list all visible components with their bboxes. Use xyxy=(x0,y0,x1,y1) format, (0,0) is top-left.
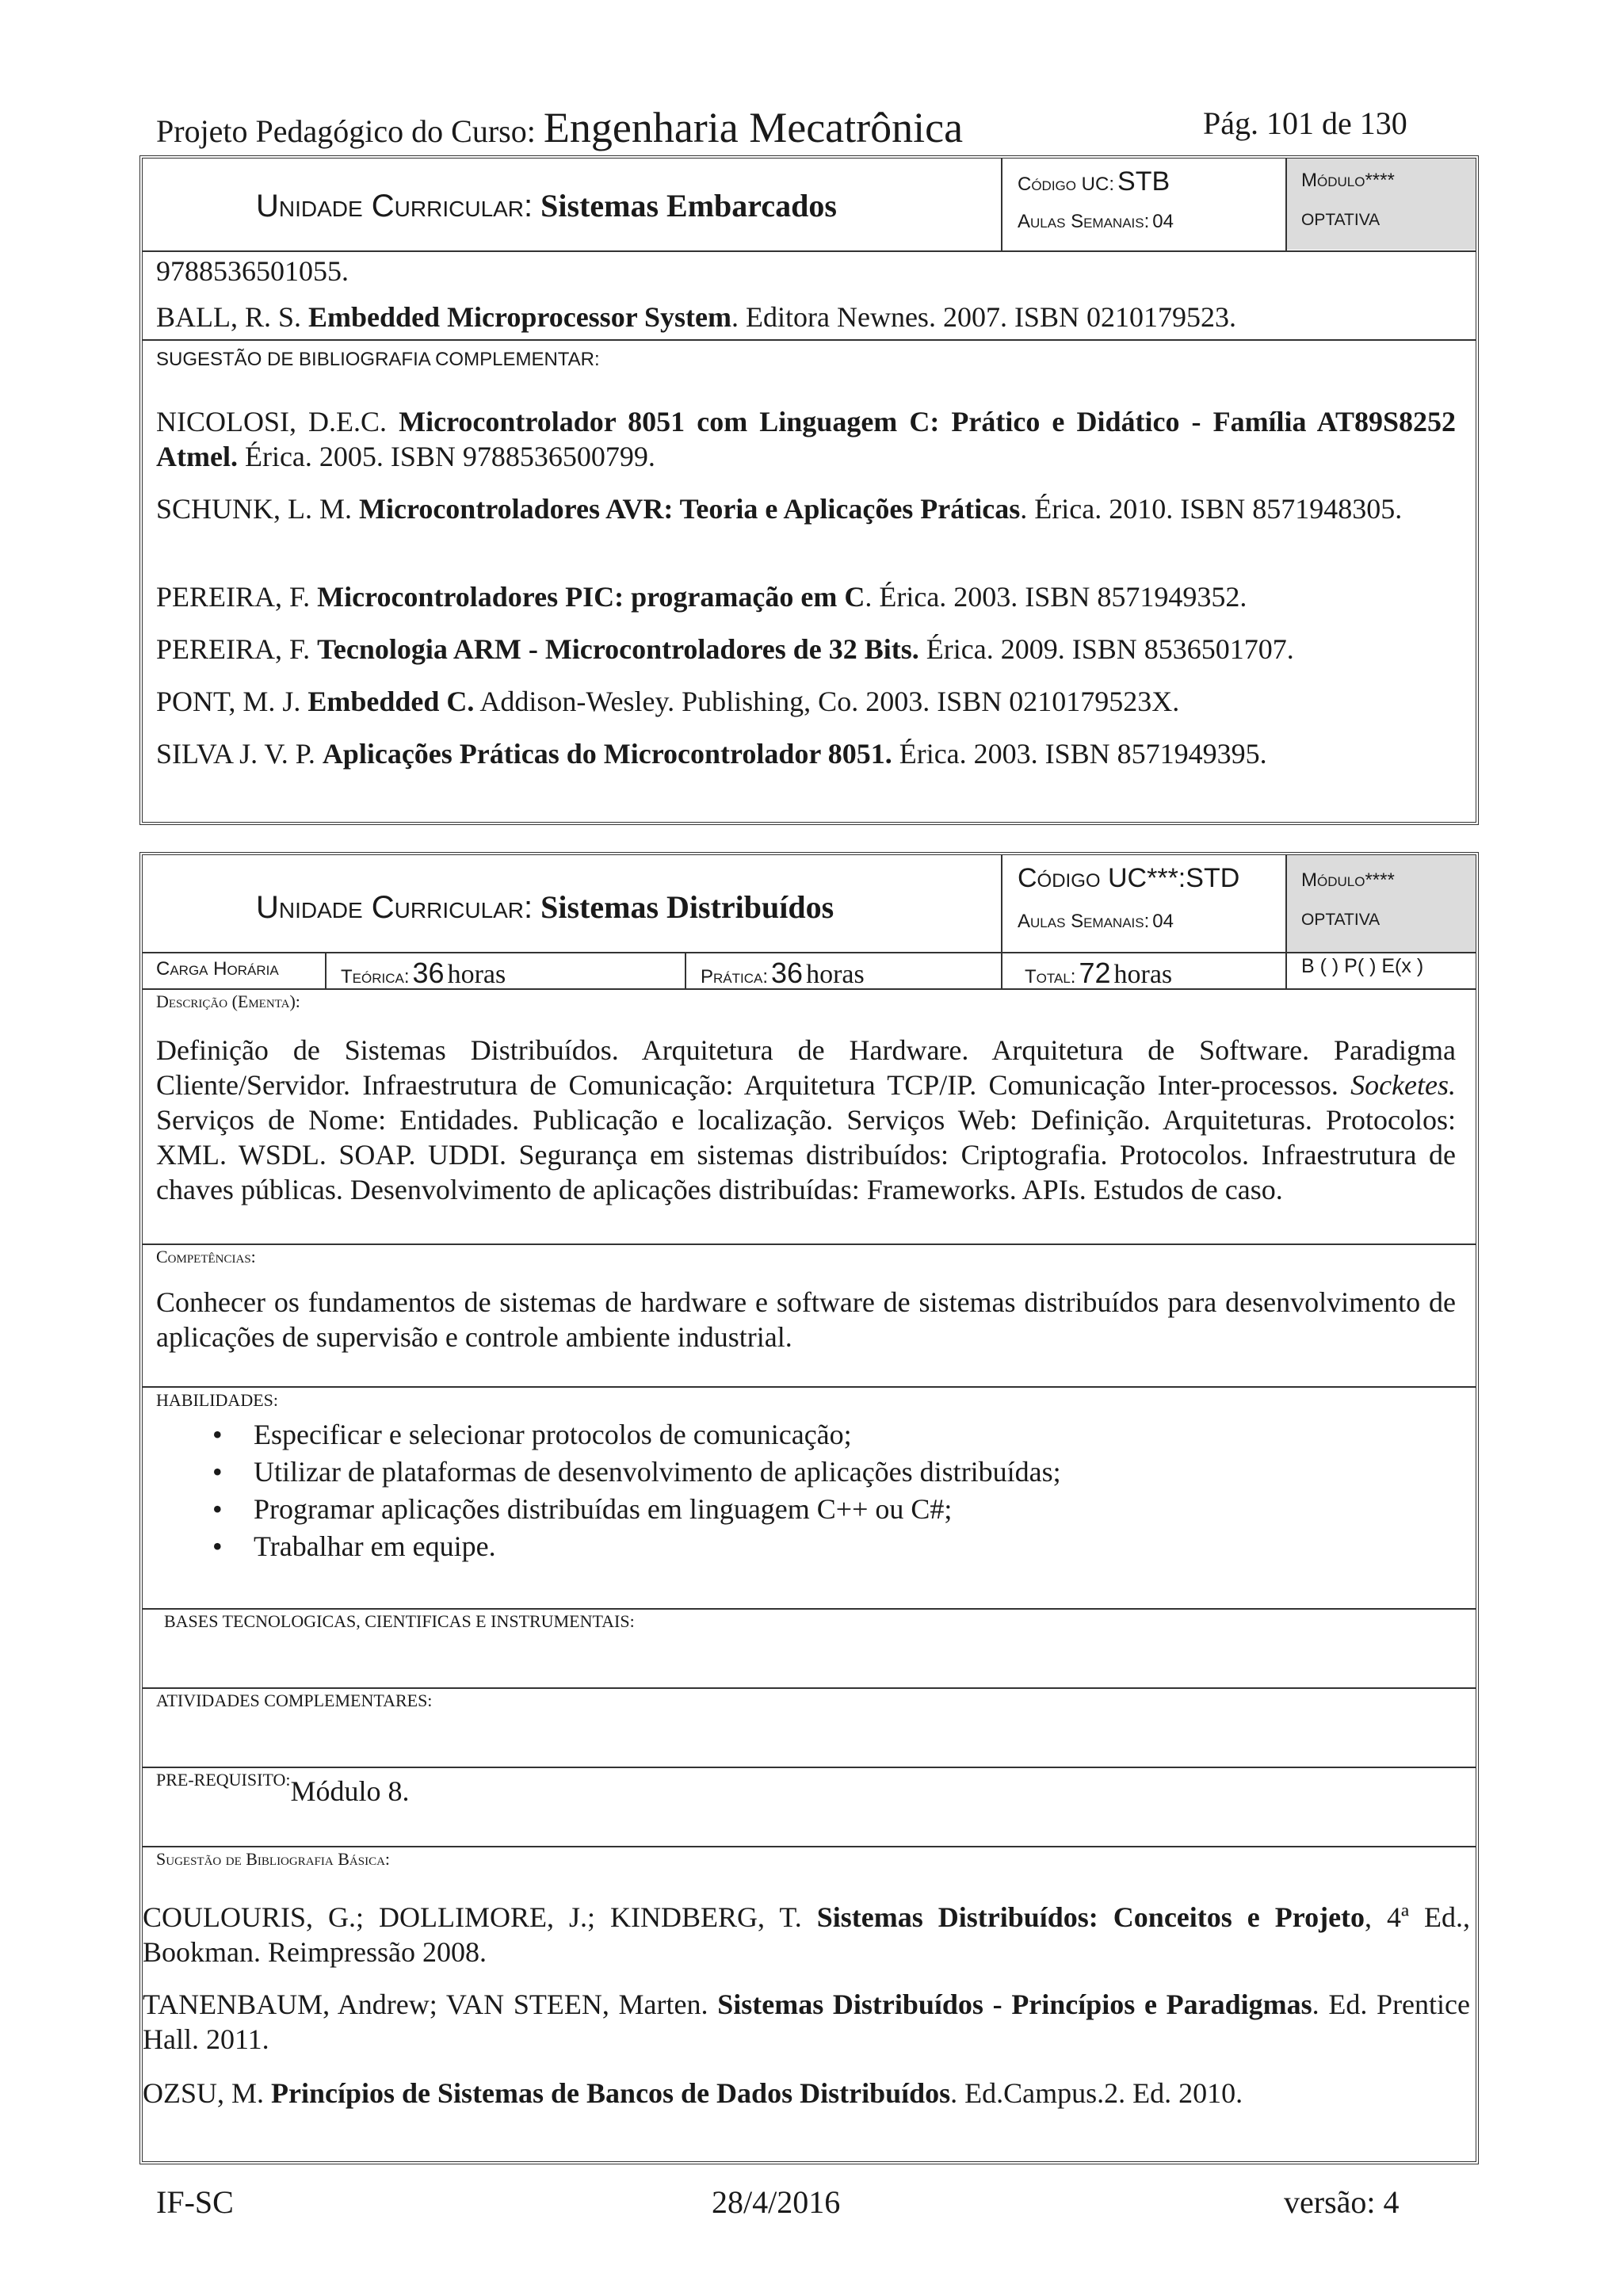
weekly-classes: Aulas Semanais: 04 xyxy=(1018,911,1174,932)
basic-bibliography-label: Sugestão de Bibliografia Básica: xyxy=(156,1849,391,1869)
bibliography-entry: BALL, R. S. Embedded Microprocessor System. Editora Newnes. 2007. ISBN 0210179523. xyxy=(156,301,1236,333)
bibliography-entry: SILVA J. V. P. Aplicações Práticas do Microcontrolador 8051. Érica. 2003. ISBN 8571949395. xyxy=(156,738,1267,770)
skills-label: HABILIDADES: xyxy=(156,1390,278,1410)
bibliography-entry: PEREIRA, F. Tecnologia ARM - Microcontroladores de 32 Bits. Érica. 2009. ISBN 8536501707. xyxy=(156,633,1294,665)
module-label: Módulo**** xyxy=(1301,869,1395,891)
module-label: Módulo**** xyxy=(1301,170,1395,191)
uc-title: Unidade Curricular: Sistemas Distribuídos xyxy=(256,889,834,925)
footer-institution: IF-SC xyxy=(156,2184,234,2220)
uc-name: Sistemas Distribuídos xyxy=(540,889,834,925)
uc-code: Código UC: STB xyxy=(1018,166,1170,197)
competencies-text: Conhecer os fundamentos de sistemas de hardware e software de sistemas distribuídos para desenvolvimento de aplicações de supervisão e controle ambiente industrial. xyxy=(156,1286,1456,1353)
uc-embarcados-table xyxy=(139,155,1479,825)
list-item: • Trabalhar em equipe. xyxy=(212,1530,496,1562)
complementary-bibliography-label: SUGESTÃO DE BIBLIOGRAFIA COMPLEMENTAR: xyxy=(156,349,600,370)
activities-label: ATIVIDADES COMPLEMENTARES: xyxy=(156,1690,433,1710)
workload-label: Carga Horária xyxy=(156,958,279,980)
bibliography-entry: TANENBAUM, Andrew; VAN STEEN, Marten. Sistemas Distribuídos - Princípios e Paradigmas. Ed. Prentice Hall. 2011. xyxy=(143,1988,1470,2055)
bibliography-entry: OZSU, M. Princípios de Sistemas de Bancos de Dados Distribuídos. Ed.Campus.2. Ed. 2010. xyxy=(143,2077,1243,2109)
module-value: OPTATIVA xyxy=(1301,911,1381,929)
bibliography-entry: SCHUNK, L. M. Microcontroladores AVR: Teoria e Aplicações Práticas. Érica. 2010. ISBN 8571948305. xyxy=(156,493,1403,525)
description-text: Definição de Sistemas Distribuídos. Arquitetura de Hardware. Arquitetura de Software. Paradigma Cliente/Servidor. Infraestrutura de Comunicação: Arquitetura TCP/IP. Comunicação Inter-processos. Socketes. Serviços de Nome: Entidades. Publicação e localização. Serviços Web: Definição. Arquiteturas. Protocolos: XML. WSDL. SOAP. UDDI. Segurança em sistemas distribuídos: Criptografia. Protocolos. Infraestrutura de chaves públicas. Desenvolvimento de aplicações distribuídas: Frameworks. APIs. Estudos de caso. xyxy=(156,1034,1456,1205)
course-name: Engenharia Mecatrônica xyxy=(543,104,964,151)
practice-hours: Prática: 36 horas xyxy=(701,957,865,989)
bibliography-entry: COULOURIS, G.; DOLLIMORE, J.; KINDBERG, T. Sistemas Distribuídos: Conceitos e Projeto, 4ª Ed., Bookman. Reimpressão 2008. xyxy=(143,1901,1470,1968)
module-value: OPTATIVA xyxy=(1301,211,1381,229)
list-item: • Utilizar de plataformas de desenvolvimento de aplicações distribuídas; xyxy=(212,1456,1061,1488)
footer-version: versão: 4 xyxy=(1284,2184,1400,2220)
description-label: Descrição (Ementa): xyxy=(156,991,300,1011)
course-label: Projeto Pedagógico do Curso: xyxy=(156,113,536,149)
total-hours: Total: 72 horas xyxy=(1025,957,1173,989)
bases-label: BASES TECNOLOGICAS, CIENTIFICAS E INSTRUMENTAIS: xyxy=(164,1611,635,1631)
page-header-course xyxy=(156,103,963,152)
bibliography-entry: PONT, M. J. Embedded C. Addison-Wesley. Publishing, Co. 2003. ISBN 0210179523X. xyxy=(156,686,1180,717)
list-item: • Especificar e selecionar protocolos de comunicação; xyxy=(212,1419,852,1450)
prerequisite: PRE-REQUISITO:Módulo 8. xyxy=(156,1770,410,1807)
uc-title: Unidade Curricular: Sistemas Embarcados xyxy=(256,188,837,223)
unit-type-options: B ( ) P( ) E(x ) xyxy=(1301,955,1424,977)
skills-list xyxy=(212,1416,1061,1565)
page-number: Pág. 101 de 130 xyxy=(1203,105,1407,141)
uc-distribuidos-table xyxy=(139,852,1479,2164)
bibliography-entry: NICOLOSI, D.E.C. Microcontrolador 8051 com Linguagem C: Prático e Didático - Família AT89S8252 Atmel. Érica. 2005. ISBN 9788536500799. xyxy=(156,406,1457,472)
weekly-classes: Aulas Semanais: 04 xyxy=(1018,211,1174,232)
uc-name: Sistemas Embarcados xyxy=(540,188,837,223)
bibliography-entry: PEREIRA, F. Microcontroladores PIC: programação em C. Érica. 2003. ISBN 8571949352. xyxy=(156,581,1247,613)
footer-date: 28/4/2016 xyxy=(712,2184,841,2220)
theory-hours: Teórica: 36 horas xyxy=(341,957,506,989)
continued-isbn: 9788536501055. xyxy=(156,255,349,287)
list-item: • Programar aplicações distribuídas em linguagem C++ ou C#; xyxy=(212,1493,953,1525)
uc-code: Código UC***:STD xyxy=(1018,863,1240,893)
competencies-label: Competências: xyxy=(156,1247,256,1266)
